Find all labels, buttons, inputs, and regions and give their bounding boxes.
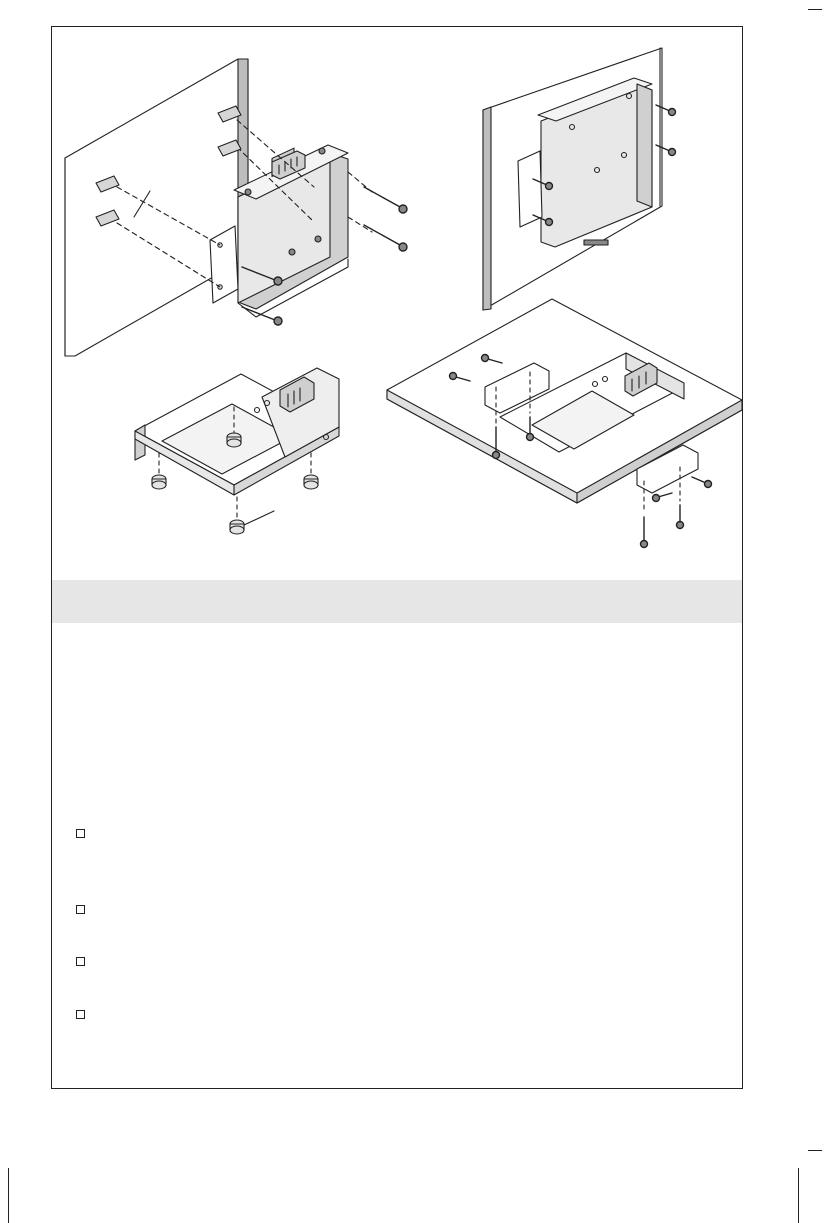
under-desk-mount-diagram [387,299,742,548]
crop-mark-bottom-right-vertical [798,1168,799,1223]
rubber-feet-diagram [135,368,339,534]
checklist-checkbox-4[interactable] [76,1010,85,1019]
wall-mounted-device-diagram [483,48,676,310]
crop-mark-bottom-right [808,1150,822,1151]
checklist-checkbox-1[interactable] [76,829,85,838]
content-frame [51,26,743,1089]
wall-mount-anchors-diagram [65,59,407,356]
checklist-checkbox-2[interactable] [76,905,85,914]
checklist-checkbox-3[interactable] [76,957,85,966]
mounting-illustrations [52,27,742,579]
section-heading-band [52,580,742,623]
crop-mark-bottom-left [8,1168,9,1223]
crop-mark-top-right [808,9,822,10]
